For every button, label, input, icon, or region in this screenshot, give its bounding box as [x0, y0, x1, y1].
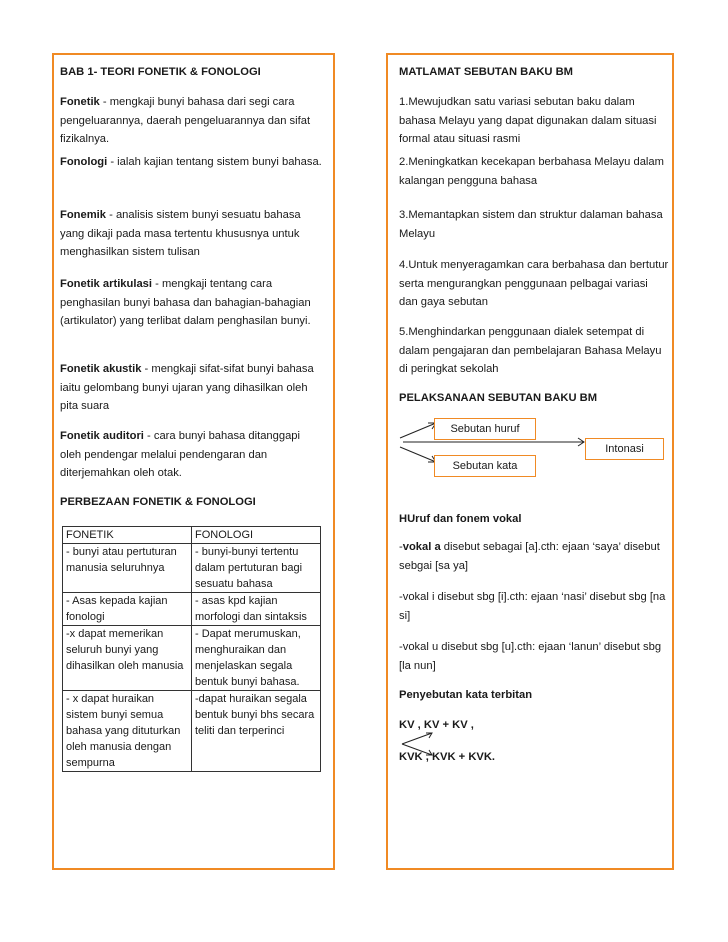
- box-intonasi: Intonasi: [585, 438, 664, 460]
- say-title: Penyebutan kata terbitan: [399, 689, 533, 701]
- table-cell: - Asas kepada kajian fonologi: [63, 593, 192, 626]
- def-fonetik-artikulasi: Fonetik artikulasi - mengkaji tentang cara penghasilan bunyi bahasa dan bahagian-bahagian (artikulator) yang terlibat dalam penghasilan bunyi.: [60, 278, 311, 327]
- diff-title: PERBEZAAN FONETIK & FONOLOGI: [60, 496, 256, 508]
- right-panel: [386, 53, 674, 870]
- vowel-u: -vokal u disebut sbg [u].cth: ejaan ‘lanun’ disebut sbg [la nun]: [399, 641, 662, 672]
- right-title: MATLAMAT SEBUTAN BAKU BM: [399, 66, 573, 78]
- table-cell: - bunyi-bunyi tertentu dalam pertuturan bagi sesuatu bahasa: [192, 544, 321, 593]
- table-row: [63, 626, 321, 691]
- arrow-line: [400, 423, 436, 438]
- table-cell: - x dapat huraikan sistem bunyi semua bahasa yang dituturkan oleh manusia dengan sempurna: [63, 691, 192, 772]
- def-fonetik: Fonetik - mengkaji bunyi bahasa dari segi cara pengeluarannya, daerah pengeluarannya dan sifat fizikalnya.: [60, 96, 311, 145]
- goal-item: 3.Memantapkan sistem dan struktur dalaman bahasa Melayu: [399, 209, 663, 240]
- def-fonetik-akustik: Fonetik akustik - mengkaji sifat-sifat bunyi bahasa iaitu gelombang bunyi ujaran yang dihasilkan oleh pita suara: [60, 363, 314, 412]
- goal-item: 2.Meningkatkan kecekapan berbahasa Melayu dalam kalangan pengguna bahasa: [399, 156, 664, 187]
- table-cell: -x dapat memerikan seluruh bunyi yang dihasilkan oleh manusia: [63, 626, 192, 691]
- table-row: [63, 691, 321, 772]
- table-header: FONOLOGI: [192, 527, 321, 544]
- left-panel: [52, 53, 335, 870]
- arrow-line: [400, 447, 436, 462]
- table-header: FONETIK: [63, 527, 192, 544]
- def-fonetik-auditori: Fonetik auditori - cara bunyi bahasa ditanggapi oleh pendengar melalui pendengaran dan diterjemahkan oleh otak.: [60, 430, 301, 479]
- table-row: [63, 593, 321, 626]
- impl-title: PELAKSANAAN SEBUTAN BAKU BM: [399, 392, 598, 404]
- def-fonologi: Fonologi - ialah kajian tentang sistem bunyi bahasa.: [60, 156, 322, 168]
- table-row: [63, 544, 321, 593]
- table-cell: - Dapat merumuskan, menghuraikan dan menjelaskan segala bentuk bunyi bahasa.: [192, 626, 321, 691]
- vowel-i: -vokal i disebut sbg [i].cth: ejaan ‘nasi’ disebut sbg [na si]: [399, 591, 666, 622]
- vowel-title: HUruf dan fonem vokal: [399, 513, 522, 525]
- left-title: BAB 1- TEORI FONETIK & FONOLOGI: [60, 66, 261, 78]
- box-sebutan-kata: Sebutan kata: [434, 455, 536, 477]
- goal-item: 4.Untuk menyeragamkan cara berbahasa dan bertutur serta mengurangkan penggunaan pelbagai variasi dan gaya sebutan: [399, 259, 669, 308]
- table-header-row: [63, 527, 321, 544]
- pattern-kv: KV , KV + KV ,: [399, 719, 474, 731]
- arrow-line: [402, 733, 432, 744]
- vowel-a: -vokal a disebut sebagai [a].cth: ejaan ‘saya’ disebut sebgai [sa ya]: [399, 541, 660, 572]
- goal-item: 5.Menghindarkan penggunaan dialek setempat di dalam pengajaran dan pembelajaran Bahasa Melayu di peringkat sekolah: [399, 326, 662, 375]
- table-cell: - asas kpd kajian morfologi dan sintaksis: [192, 593, 321, 626]
- def-fonemik: Fonemik - analisis sistem bunyi sesuatu bahasa yang dikaji pada masa tertentu khususnya untuk menghasilkan sistem tulisan: [60, 209, 301, 258]
- comparison-table: [62, 526, 321, 772]
- pattern-kvk: KVK , KVK + KVK.: [399, 751, 496, 763]
- table-cell: -dapat huraikan segala bentuk bunyi bhs secara teliti dan terperinci: [192, 691, 321, 772]
- box-sebutan-huruf: Sebutan huruf: [434, 418, 536, 440]
- goal-item: 1.Mewujudkan satu variasi sebutan baku dalam bahasa Melayu yang dapat digunakan dalam situasi formal atau situasi rasmi: [399, 96, 657, 145]
- table-cell: - bunyi atau pertuturan manusia seluruhnya: [63, 544, 192, 593]
